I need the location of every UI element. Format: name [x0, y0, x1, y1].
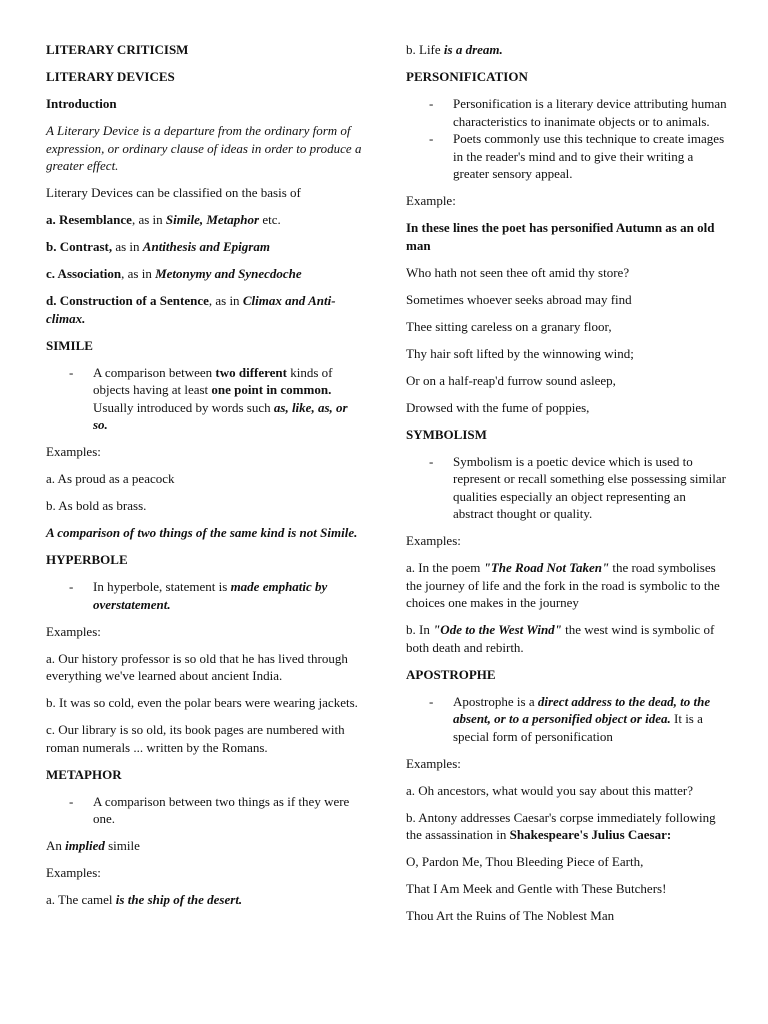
hyperbole-examples-label: Examples:	[46, 623, 101, 639]
symbolism-list	[406, 453, 728, 523]
caesar-line: Thou Art the Ruins of The Noblest Man	[406, 908, 615, 923]
metaphor-heading: METAPHOR	[46, 766, 122, 782]
metaphor-example-b: b. Life is a dream.	[406, 42, 503, 57]
symbolism-heading: SYMBOLISM	[406, 426, 487, 442]
simile-heading: SIMILE	[46, 337, 93, 353]
apostrophe-heading: APOSTROPHE	[406, 666, 496, 682]
personification-list	[406, 95, 728, 183]
symbolism-example-b: b. In "Ode to the West Wind" the west wind is symbolic of both death and rebirth.	[406, 622, 715, 655]
simile-note: A comparison of two things of the same kind is not Simile.	[46, 525, 358, 540]
intro-text: A Literary Device is a departure from the ordinary form of expression, or ordinary clause of ideas in order to produce a greater effect.	[46, 123, 362, 173]
hyperbole-bullet: - In hyperbole, statement is made emphatic by overstatement.	[46, 578, 364, 613]
classified-text: Literary Devices can be classified on the basis of	[46, 185, 301, 200]
simile-example-b: b. As bold as brass.	[46, 498, 147, 513]
symbolism-bullet: - Symbolism is a poetic device which is used to represent or recall something else possessing similar qualities especially an object representing an abstract thought or quality.	[406, 453, 728, 523]
apostrophe-example-a: a. Oh ancestors, what would you say about this matter?	[406, 782, 694, 798]
metaphor-example-a: a. The camel is the ship of the desert.	[46, 892, 243, 907]
verse-line: Or on a half-reap'd furrow sound asleep,	[406, 372, 616, 388]
metaphor-examples-label: Examples:	[46, 865, 101, 880]
class-d: d. Construction of a Sentence, as in Climax and Anti-climax.	[46, 293, 336, 326]
personification-heading: PERSONIFICATION	[406, 69, 528, 84]
right-column	[406, 41, 728, 934]
metaphor-implied: An implied simile	[46, 838, 140, 853]
simile-bullet: - A comparison between two different kinds of objects having at least one point in common. Usually introduced by words such as, like, as, or so.	[46, 364, 364, 434]
hyperbole-example-a: a. Our history professor is so old that he has lived through everything we've learned about ancient India.	[46, 650, 348, 683]
class-c: c. Association, as in Metonymy and Synecdoche	[46, 266, 302, 281]
doc-subtitle: LITERARY DEVICES	[46, 69, 175, 84]
apostrophe-examples-label: Examples:	[406, 755, 461, 771]
class-b: b. Contrast, as in Antithesis and Epigram	[46, 239, 270, 254]
verse-line: Drowsed with the fume of poppies,	[406, 399, 590, 415]
metaphor-bullet: - A comparison between two things as if they were one.	[46, 793, 364, 828]
intro-heading: Introduction	[46, 96, 117, 111]
verse-line: Who hath not seen thee oft amid thy store?	[406, 264, 630, 280]
personification-bullet-2: - Poets commonly use this technique to create images in the reader's mind and to give their writing a greater sensory appeal.	[406, 130, 728, 183]
simile-list	[46, 364, 364, 434]
personification-bullet-1: - Personification is a literary device attributing human characteristics to inanimate objects or to animals.	[406, 95, 728, 130]
verse-line: Thee sitting careless on a granary floor,	[406, 318, 612, 334]
hyperbole-heading: HYPERBOLE	[46, 552, 128, 567]
apostrophe-bullet: - Apostrophe is a direct address to the dead, to the absent, or to a personified object or idea. It is a special form of personification	[406, 693, 728, 746]
autumn-verse	[406, 264, 728, 417]
symbolism-example-a: a. In the poem "The Road Not Taken" the road symbolises the journey of life and the fork in the road is symbolic to the choices one makes in the journey	[406, 560, 720, 610]
hyperbole-example-c: c. Our library is so old, its book pages are numbered with roman numerals ... written by the Romans.	[46, 722, 345, 755]
metaphor-list	[46, 793, 364, 828]
caesar-line: That I Am Meek and Gentle with These Butchers!	[406, 881, 667, 896]
verse-line: Thy hair soft lifted by the winnowing wind;	[406, 345, 634, 361]
apostrophe-example-b: b. Antony addresses Caesar's corpse immediately following the assassination in Shakespeare's Julius Caesar:	[406, 809, 716, 842]
hyperbole-example-b: b. It was so cold, even the polar bears were wearing jackets.	[46, 695, 358, 710]
left-column	[46, 41, 364, 918]
apostrophe-list	[406, 693, 728, 746]
verse-line: Sometimes whoever seeks abroad may find	[406, 291, 632, 307]
simile-examples-label: Examples:	[46, 444, 101, 459]
symbolism-examples-label: Examples:	[406, 533, 461, 548]
personification-lead: In these lines the poet has personified Autumn as an old man	[406, 220, 715, 253]
personification-example-label: Example:	[406, 193, 456, 208]
doc-title: LITERARY CRITICISM	[46, 42, 189, 57]
caesar-line: O, Pardon Me, Thou Bleeding Piece of Earth,	[406, 854, 644, 869]
hyperbole-list	[46, 578, 364, 613]
simile-example-a: a. As proud as a peacock	[46, 471, 175, 486]
class-a: a. Resemblance, as in Simile, Metaphor etc.	[46, 212, 281, 227]
